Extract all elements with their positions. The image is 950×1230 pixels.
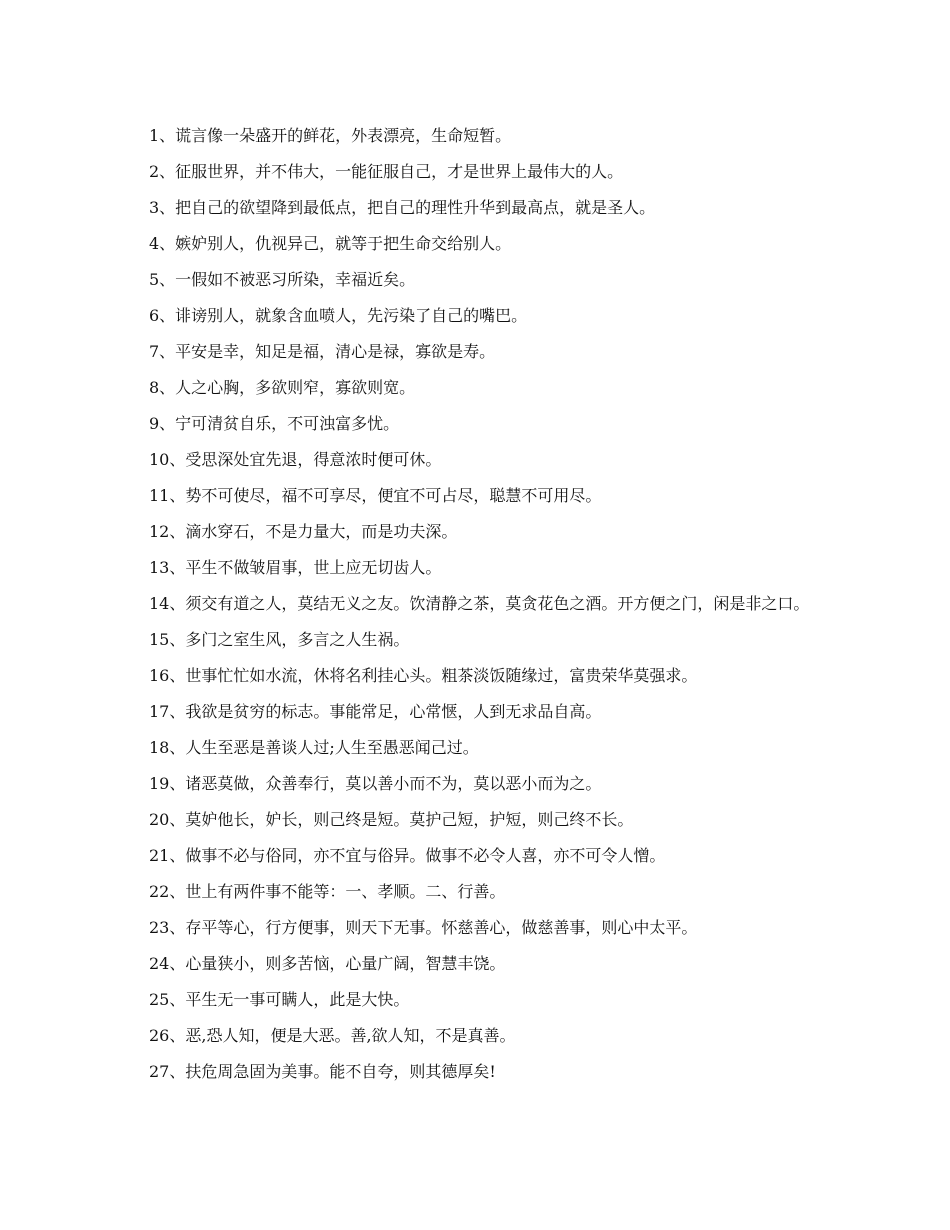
paragraph-11: 11、势不可使尽，福不可享尽，便宜不可占尽，聪慧不可用尽。 <box>149 486 602 505</box>
paragraph-6: 6、诽谤别人，就象含血喷人，先污染了自己的嘴巴。 <box>149 306 528 325</box>
paragraph-24: 24、心量狭小，则多苦恼，心量广阔，智慧丰饶。 <box>149 954 506 973</box>
paragraph-1: 1、谎言像一朵盛开的鲜花，外表漂亮，生命短暂。 <box>149 126 512 145</box>
paragraph-14: 14、须交有道之人，莫结无义之友。饮清静之茶，莫贪花色之酒。开方便之门，闲是非之口。 <box>149 594 810 613</box>
paragraph-9: 9、宁可清贫自乐，不可浊富多忧。 <box>149 414 400 433</box>
paragraph-4: 4、嫉妒别人，仇视异己，就等于把生命交给别人。 <box>149 234 512 253</box>
paragraph-27: 27、扶危周急固为美事。能不自夸，则其德厚矣! <box>149 1062 496 1081</box>
paragraph-12: 12、滴水穿石，不是力量大，而是功夫深。 <box>149 522 458 541</box>
paragraph-13: 13、平生不做皱眉事，世上应无切齿人。 <box>149 558 442 577</box>
paragraph-21: 21、做事不必与俗同，亦不宜与俗异。做事不必令人喜，亦不可令人憎。 <box>149 846 666 865</box>
paragraph-23: 23、存平等心，行方便事，则天下无事。怀慈善心，做慈善事，则心中太平。 <box>149 918 698 937</box>
paragraph-7: 7、平安是幸，知足是福，清心是禄，寡欲是寿。 <box>149 342 496 361</box>
paragraph-5: 5、一假如不被恶习所染，幸福近矣。 <box>149 270 416 289</box>
paragraph-2: 2、征服世界，并不伟大，一能征服自己，才是世界上最伟大的人。 <box>149 162 624 181</box>
paragraph-16: 16、世事忙忙如水流，休将名利挂心头。粗茶淡饭随缘过，富贵荣华莫强求。 <box>149 666 698 685</box>
paragraph-26: 26、恶,恐人知，便是大恶。善,欲人知，不是真善。 <box>149 1026 516 1045</box>
paragraph-19: 19、诸恶莫做，众善奉行，莫以善小而不为，莫以恶小而为之。 <box>149 774 602 793</box>
paragraph-25: 25、平生无一事可瞒人，此是大快。 <box>149 990 410 1009</box>
paragraph-8: 8、人之心胸，多欲则窄，寡欲则宽。 <box>149 378 416 397</box>
document-body <box>113 124 833 1096</box>
paragraph-18: 18、人生至恶是善谈人过;人生至愚恶闻己过。 <box>149 738 479 757</box>
paragraph-22: 22、世上有两件事不能等：一、孝顺。二、行善。 <box>149 882 506 901</box>
paragraph-15: 15、多门之室生风，多言之人生祸。 <box>149 630 410 649</box>
paragraph-3: 3、把自己的欲望降到最低点，把自己的理性升华到最高点，就是圣人。 <box>149 198 656 217</box>
paragraph-10: 10、受思深处宜先退，得意浓时便可休。 <box>149 450 442 469</box>
paragraph-17: 17、我欲是贫穷的标志。事能常足，心常惬，人到无求品自高。 <box>149 702 602 721</box>
paragraph-20: 20、莫妒他长，妒长，则己终是短。莫护己短，护短，则己终不长。 <box>149 810 634 829</box>
